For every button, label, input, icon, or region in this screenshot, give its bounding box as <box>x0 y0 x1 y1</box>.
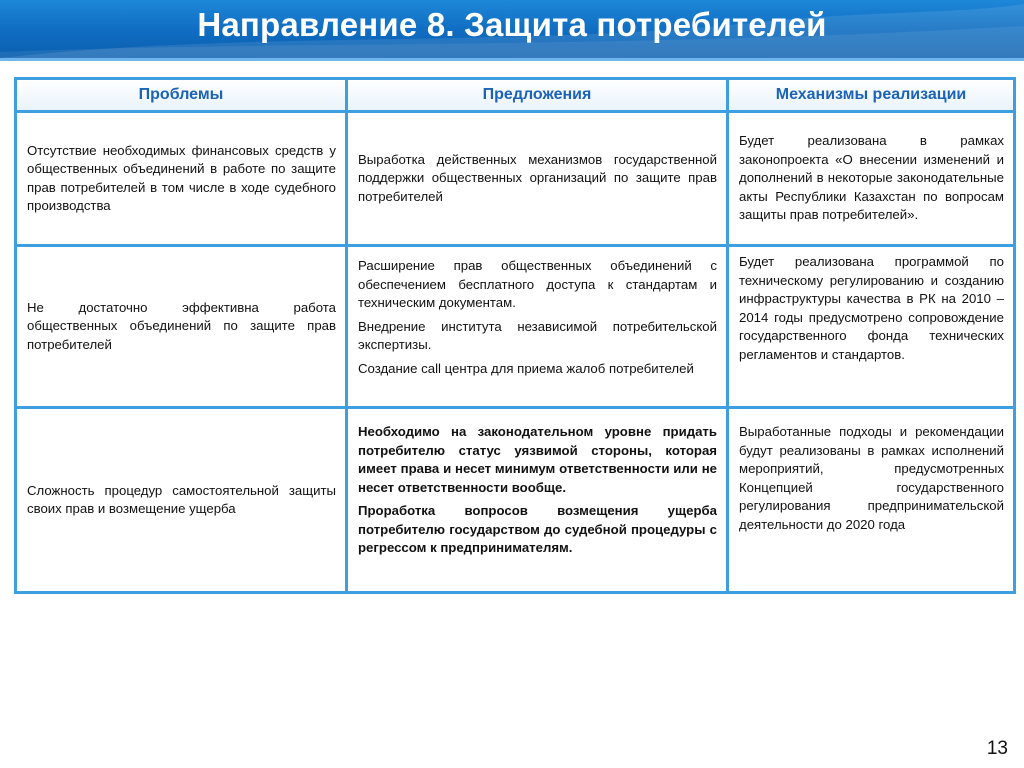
table-header-row <box>17 80 1013 113</box>
proposal-item: Выработка действенных механизмов государственной поддержки общественных организаций по защите прав потребителей <box>358 151 717 204</box>
mechanism-cell: Будет реализована в рамках законопроекта «О внесении изменений и дополнений в некоторые законодательные акты Республики Казахстан по вопросам защиты прав потребителей». <box>729 113 1013 247</box>
page-number: 13 <box>986 738 1008 759</box>
proposal-cell <box>348 113 729 247</box>
slide-title: Направление 8. Защита потребителей <box>197 6 827 43</box>
header-proposals: Предложения <box>348 80 729 113</box>
proposal-item: Расширение прав общественных объединений с обеспечением бесплатного доступа к стандартам и техническим документам. <box>358 258 717 310</box>
proposal-item: Внедрение института независимой потребительской экспертизы. <box>358 318 717 352</box>
proposals-table <box>14 77 1016 594</box>
problem-cell: Отсутствие необходимых финансовых средств у общественных объединений в работе по защите прав потребителей в том числе в ходе судебного производства <box>17 113 348 247</box>
table-row <box>17 113 1013 247</box>
proposal-cell <box>348 409 729 591</box>
header-mechanisms: Механизмы реализации <box>729 80 1013 113</box>
proposal-item: Проработка вопросов возмещения ущерба потребителю государством до судебной процедуры с регрессом к предпринимателям. <box>358 503 717 555</box>
proposal-item: Создание call центра для приема жалоб потребителей <box>358 360 694 376</box>
proposal-item: Необходимо на законодательном уровне придать потребителю статус уязвимой стороны, которая имеет права и несет минимум ответственности или не несет ответственности вообще. <box>358 424 717 495</box>
mechanism-cell: Выработанные подходы и рекомендации будут реализованы в рамках исполнений мероприятий, предусмотренных Концепцией государственного регулирования предпринимательской деятельности до 2020 года <box>739 424 1004 532</box>
proposal-cell <box>348 247 729 409</box>
problem-cell: Сложность процедур самостоятельной защиты своих прав и возмещение ущерба <box>17 409 348 591</box>
table-row <box>17 409 1013 591</box>
header-problems: Проблемы <box>17 80 348 113</box>
problem-cell: Не достаточно эффективна работа общественных объединений по защите прав потребителей <box>17 247 348 409</box>
table-row <box>17 247 1013 409</box>
mechanism-cell: Будет реализована программой по техническому регулированию и созданию инфраструктуры качества в РК на 2010 –2014 годы предусмотрено сопровождение государственного фонда технических регламентов и стандартов. <box>729 247 1013 409</box>
slide-header <box>0 0 1024 61</box>
